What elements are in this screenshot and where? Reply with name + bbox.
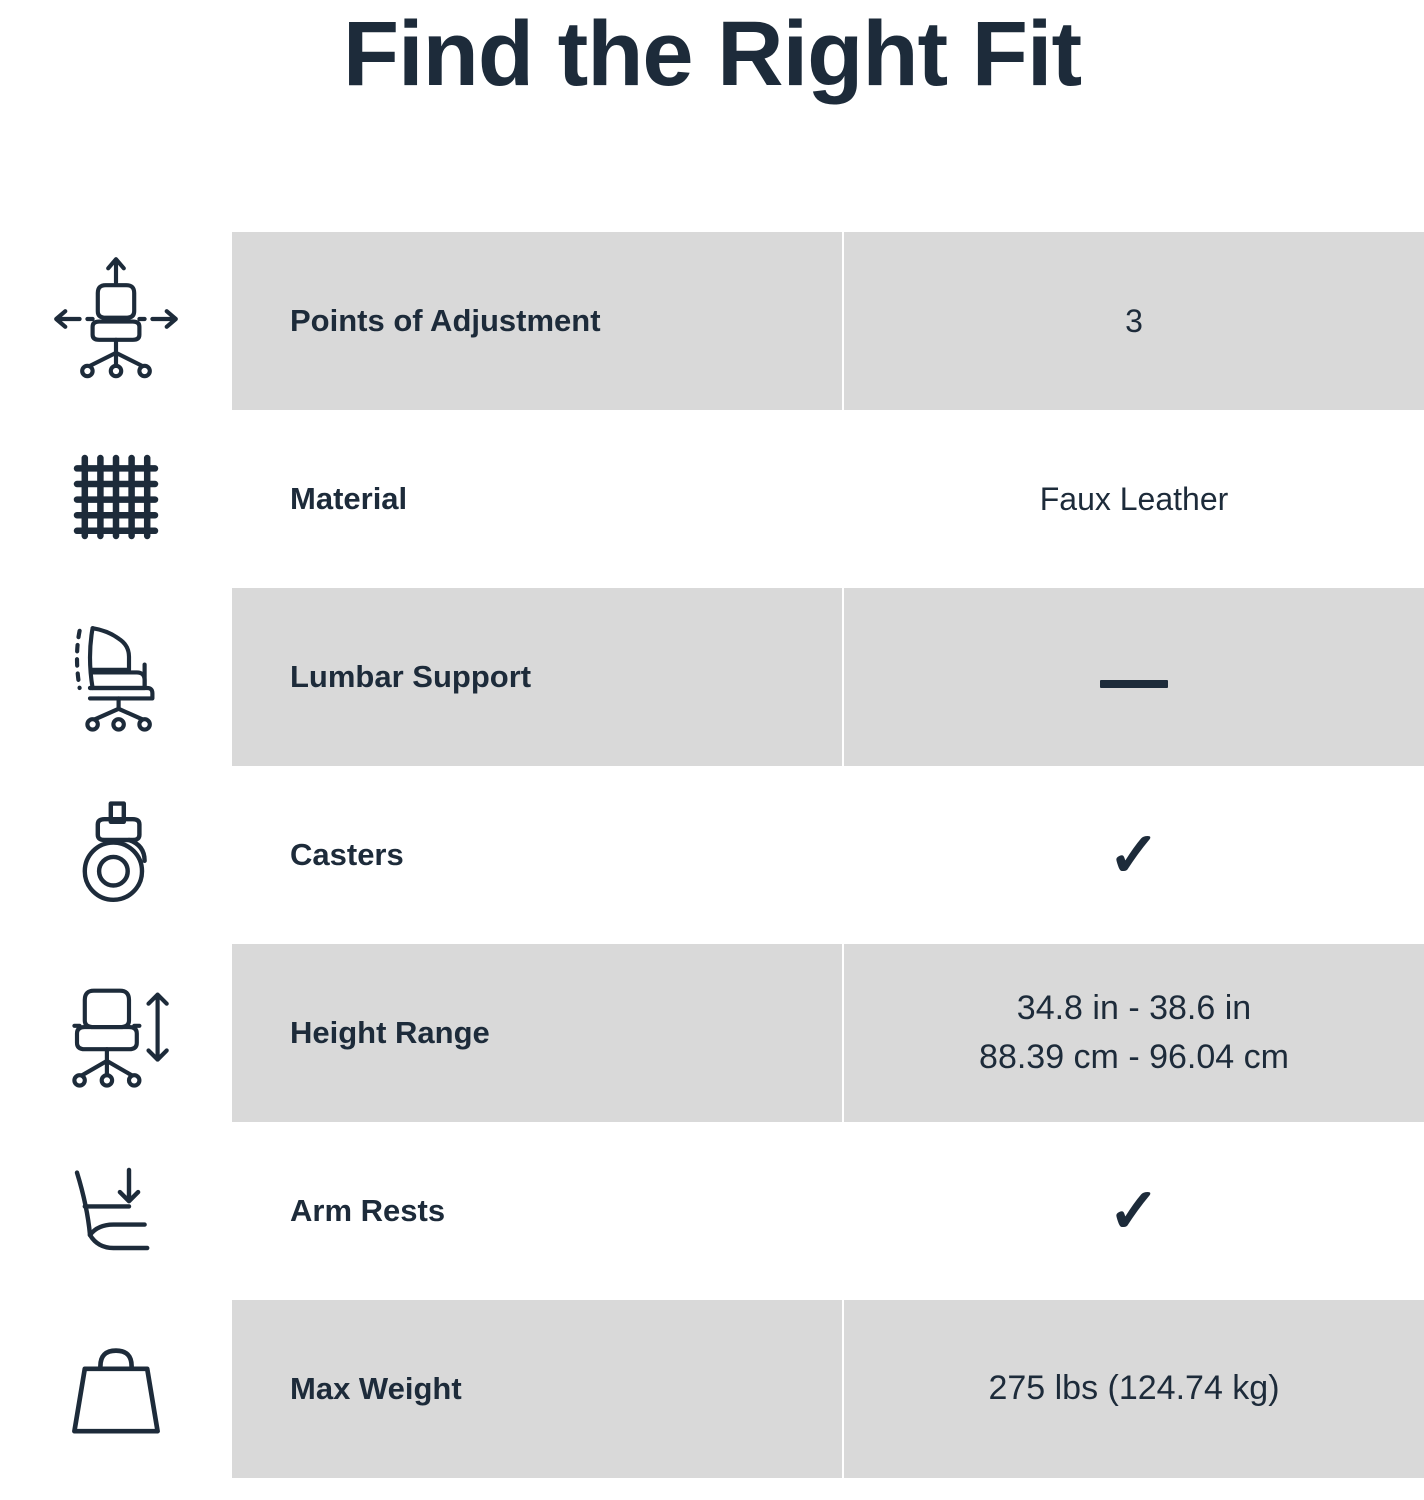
height-range-metric: 88.39 cm - 96.04 cm xyxy=(979,1038,1289,1076)
arm-rest-icon xyxy=(0,1122,232,1300)
table-row xyxy=(0,1300,1424,1478)
page-title: Find the Right Fit xyxy=(342,3,1082,105)
row-value xyxy=(843,588,1424,766)
row-value: 3 xyxy=(843,232,1424,410)
row-value: 275 lbs (124.74 kg) xyxy=(843,1300,1424,1478)
table-row xyxy=(0,766,1424,944)
row-value xyxy=(843,1122,1424,1300)
row-label: Max Weight xyxy=(232,1300,843,1478)
table-row xyxy=(0,232,1424,410)
row-label: Lumbar Support xyxy=(232,588,843,766)
height-range-imperial: 34.8 in - 38.6 in xyxy=(1016,988,1252,1027)
specification-table xyxy=(0,232,1424,1478)
chair-adjustment-arrows-icon xyxy=(0,232,232,410)
chair-height-arrow-icon xyxy=(0,944,232,1122)
row-label: Material xyxy=(232,410,843,588)
row-value xyxy=(843,766,1424,944)
table-row xyxy=(0,944,1424,1122)
row-value xyxy=(843,944,1424,1122)
dash-indicator xyxy=(1100,680,1168,688)
caster-wheel-icon xyxy=(0,766,232,944)
table-row xyxy=(0,410,1424,588)
row-label: Casters xyxy=(232,766,843,944)
row-label: Arm Rests xyxy=(232,1122,843,1300)
woven-material-icon xyxy=(0,410,232,588)
row-value: Faux Leather xyxy=(1039,480,1229,517)
table-row xyxy=(0,1122,1424,1300)
check-icon: ✓ xyxy=(1108,821,1160,891)
check-icon: ✓ xyxy=(1108,1177,1160,1247)
row-label: Height Range xyxy=(232,944,843,1122)
row-label: Points of Adjustment xyxy=(232,232,843,410)
table-row xyxy=(0,588,1424,766)
weight-bag-icon xyxy=(0,1300,232,1478)
chair-side-lumbar-icon xyxy=(0,588,232,766)
